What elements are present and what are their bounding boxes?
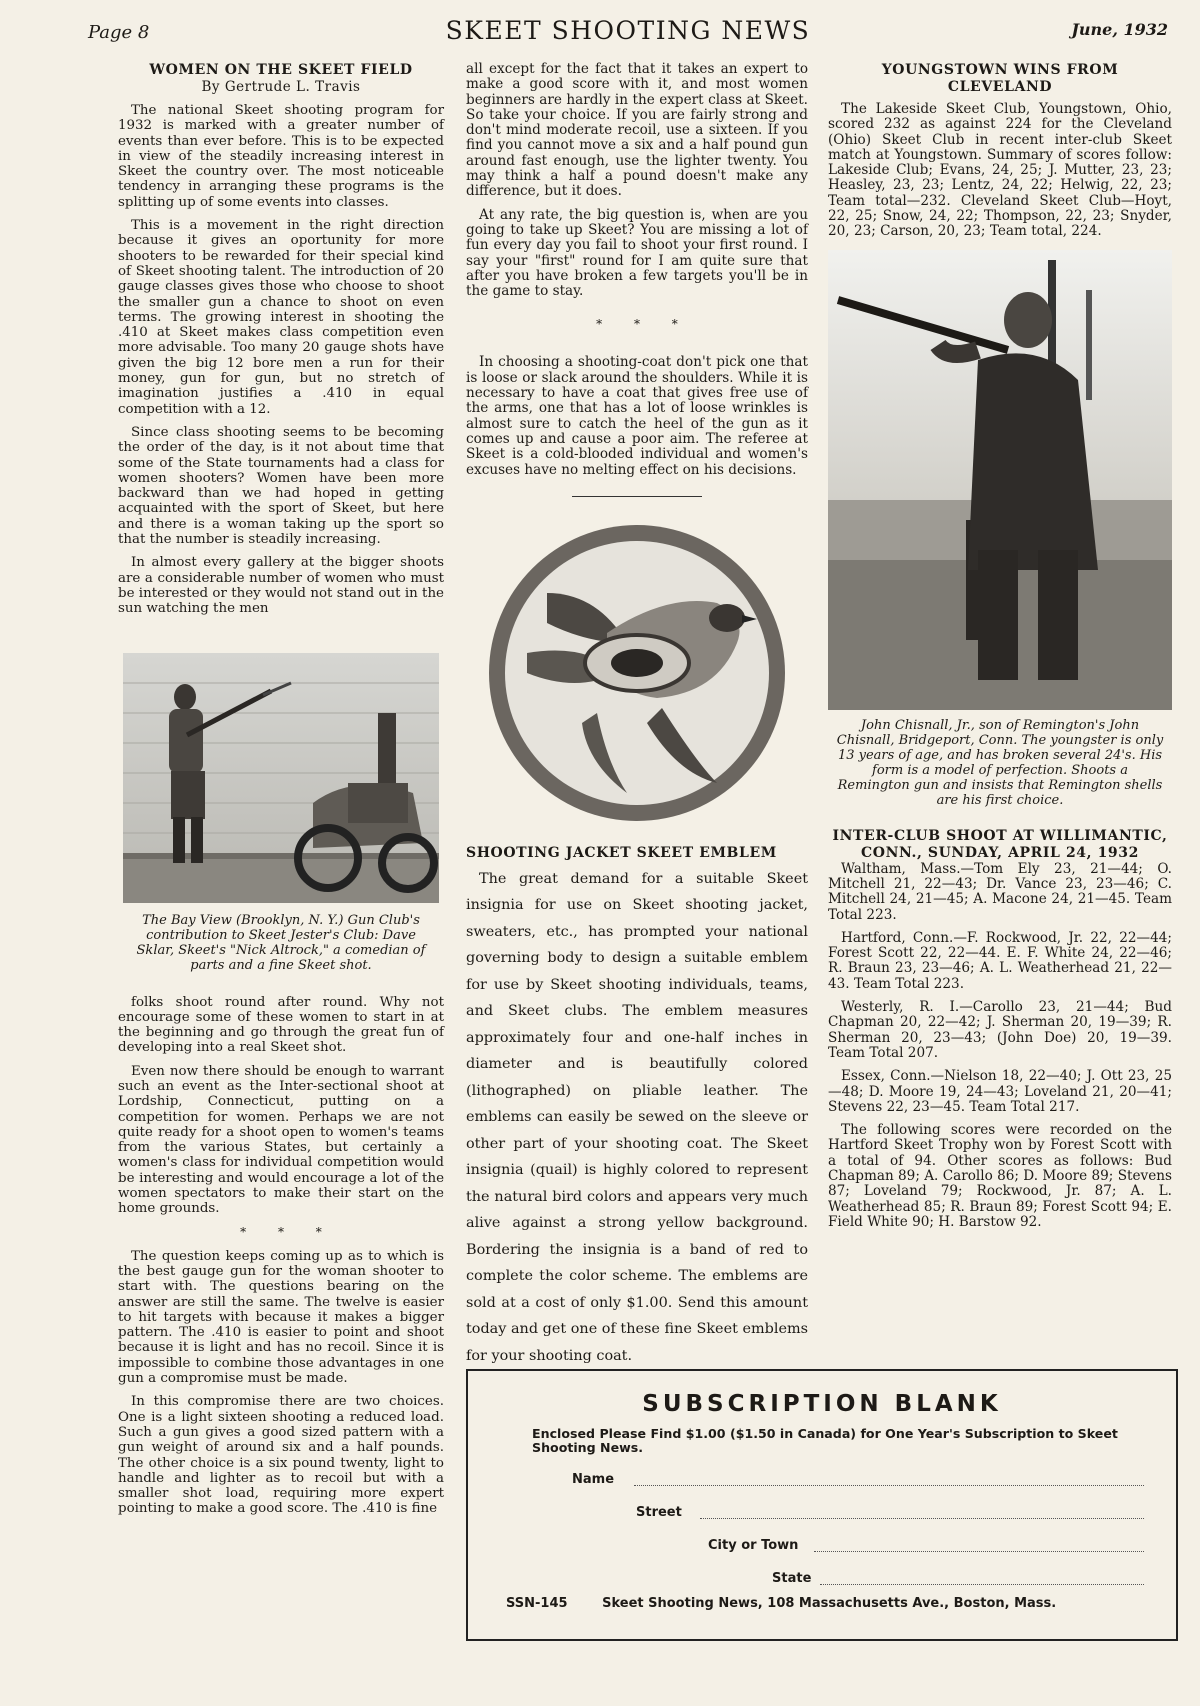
emblem-quail-icon — [487, 523, 787, 823]
subscription-enclosed: Enclosed Please Find $1.00 ($1.50 in Canada) for One Year's Subscription to Skeet Shooting News. — [532, 1426, 1118, 1455]
section-divider: * * * — [596, 317, 692, 332]
paragraph: The Lakeside Skeet Club, Youngstown, Ohio, scored 232 as against 224 for the Cleveland (Ohio) Skeet Club in recent inter-club Skeet match at Youngstown. Summary of scores follow: Lakeside Club; Evans, 24, 25; J. Mutter, 23, 23; Heasley, 23, 23; Lentz, 24, 22; Helwig, 22, 23; Team total—232. Cleveland Skeet Club—Hoyt, 22, 25; Snow, 24, 22; Thompson, 22, 23; Snyder, 20, 23; Carson, 20, 23; Team total, 224. — [828, 101, 1172, 240]
photo-caption: The Bay View (Brooklyn, N. Y.) Gun Club's contribution to Skeet Jester's Club: Dave Sklar, Skeet's "Nick Altrock," a comedian of parts and a fine Skeet shot. — [136, 912, 426, 973]
subscription-footer — [506, 1596, 1086, 1611]
paragraph: This is a movement in the right direction because it gives an oportunity for more shooters to be rewarded for their special kind of Skeet shooting talent. The introduction of 20 gauge classes gives those who choose to shoot the smaller gun a chance to shoot on even terms. The growing interest in shooting the .410 at Skeet makes class competition even more advisable. Too many 20 gauge shots have given the big 12 bore men a run for their money, gun for gun, but no stretch of imagination justifies a .410 in equal competition with a 12. — [118, 218, 444, 417]
paragraph: The following scores were recorded on the Hartford Skeet Trophy won by Forest Scott with a total of 94. Other scores as follows: Bud Chapman 89; A. Carollo 86; D. Moore 89; Stevens 87; Loveland 79; Rockwood, Jr. 87; A. L. Weatherhead 85; R. Braun 89; Forest Scott 94; E. Field White 90; H. Barstow 92. — [828, 1122, 1172, 1230]
subscription-address: Skeet Shooting News, 108 Massachusetts Ave., Boston, Mass. — [602, 1596, 1057, 1611]
state-label: State — [772, 1571, 812, 1586]
paragraph: Hartford, Conn.—F. Rockwood, Jr. 22, 22—44; Forest Scott 22, 22—44. E. F. White 24, 22—46; R. Braun 23, 23—46; A. L. Weatherhead 21, 22—43. Team Total 223. — [828, 929, 1172, 992]
city-label: City or Town — [708, 1538, 799, 1553]
name-field[interactable] — [634, 1485, 1144, 1486]
skeet-emblem-image — [487, 523, 787, 823]
divider-rule — [572, 496, 702, 497]
photo-image — [828, 250, 1172, 710]
paragraph: Since class shooting seems to be becoming the order of the day, is it not about time that some of the State tournaments had a class for women shooters? Women have been more backward than we had hoped in getting acquainted with the sport of Skeet, but here and there is a woman taking up the sport so that the number is steadily increasing. — [118, 424, 444, 548]
photo-john-chisnall — [828, 250, 1172, 710]
article-title-women: WOMEN ON THE SKEET FIELD — [149, 62, 413, 78]
page-number: Page 8 — [88, 22, 150, 43]
publication-title: SKEET SHOOTING NEWS — [445, 16, 811, 45]
paragraph: folks shoot round after round. Why not encourage some of these women to start in at the beginning and go through the great fun of developing into a real Skeet shot. — [118, 994, 444, 1056]
photo-caption: John Chisnall, Jr., son of Remington's John Chisnall, Bridgeport, Conn. The youngster is only 13 years of age, and has broken several 24's. His form is a model of perfection. Shoots a Remington gun and insists that Remington shells are his first choice. — [836, 717, 1164, 808]
section-divider: * * * — [240, 1224, 336, 1239]
paragraph: The question keeps coming up as to which is the best gauge gun for the woman shooter to start with. The questions bearing on the answer are still the same. The twelve is easier to hit targets with because it makes a bigger pattern. The .410 is easier to point and shoot because it is light and has no recoil. Since it is impossible to combine those advantages in one gun a compromise must be made. — [118, 1248, 444, 1387]
paragraph: In almost every gallery at the bigger shoots are a considerable number of women who must be interested or they would not stand out in the sun watching the men — [118, 555, 444, 617]
article-title-emblem: SHOOTING JACKET SKEET EMBLEM — [466, 844, 777, 861]
paragraph: all except for the fact that it takes an expert to make a good score with it, and most women beginners are hardly in the expert class at Skeet. So take your choice. If you are fairly strong and don't mind moderate recoil, use a sixteen. If you find you cannot move a six and a half pound gun around fast enough, use the lighter twenty. You may think a half a pound doesn't make any difference, but it does. — [466, 61, 808, 200]
subscription-title: SUBSCRIPTION BLANK — [642, 1391, 1002, 1417]
paragraph: Essex, Conn.—Nielson 18, 22—40; J. Ott 23, 25—48; D. Moore 19, 24—43; Loveland 21, 20—41; Stevens 22, 23—45. Team Total 217. — [828, 1068, 1172, 1115]
column-1 — [118, 62, 444, 1525]
paragraph: In this compromise there are two choices. One is a light sixteen shooting a reduced load. Such a gun gives a good sized pattern with a gun weight of around six and a half pounds. The other choice is a six pound twenty, light to handle and lighter as to recoil but with a smaller shot load, requiring more expert pointing to make a good score. The .410 is fine — [118, 1394, 444, 1517]
masthead — [88, 16, 1168, 52]
subscription-blank — [466, 1369, 1178, 1641]
issue-date: June, 1932 — [1071, 20, 1168, 39]
city-field[interactable] — [814, 1551, 1144, 1552]
street-label: Street — [636, 1505, 682, 1520]
paragraph: The national Skeet shooting program for 1932 is marked with a greater number of events than ever before. This is to be expected in view of the steadily increasing interest in Skeet the country over. The most noticeable tendency in arranging these programs is the splitting up of some events into classes. — [118, 103, 444, 210]
paragraph: At any rate, the big question is, when are you going to take up Skeet? You are missing a lot of fun every day you fail to shoot your first round. I say your "first" round for I am quite sure that after you have broken a few targets you'll be in the game to stay. — [466, 206, 808, 300]
state-field[interactable] — [820, 1584, 1144, 1585]
paragraph: In choosing a shooting-coat don't pick one that is loose or slack around the shoulders. While it is necessary to have a coat that gives free use of the arms, one that has a lot of loose wrinkles is almost sure to catch the heel of the gun as it comes up and cause a poor aim. The referee at Skeet is a cold-blooded individual and women's excuses have no melting effect on his decisions. — [466, 354, 808, 478]
name-label: Name — [572, 1472, 615, 1487]
street-field[interactable] — [700, 1518, 1144, 1519]
paragraph: Waltham, Mass.—Tom Ely 23, 21—44; O. Mitchell 21, 22—43; Dr. Vance 23, 23—46; C. Mitchell 24, 21—45; A. Macone 24, 21—45. Team Total 223. — [828, 860, 1172, 923]
photo-image — [123, 653, 439, 903]
paragraph: Westerly, R. I.—Carollo 23, 21—44; Bud Chapman 20, 22—42; J. Sherman 20, 19—39; R. Sherman 20, 23—43; (John Doe) 20, 19—39. Team Total 207. — [828, 999, 1172, 1061]
subscription-code: SSN-145 — [506, 1596, 568, 1611]
article-title-youngstown: YOUNGSTOWN WINS FROM CLEVELAND — [881, 62, 1119, 95]
paragraph: The great demand for a suitable Skeet insignia for use on Skeet shooting jacket, sweaters, etc., has prompted your national governing body to design a suitable emblem for use by Skeet shooting individuals, teams, and Skeet clubs. The emblem measures approximately four and one-half inches in diameter and is beautifully colored (lithographed) on pliable leather. The emblems can easily be sewed on the sleeve or other part of your shooting coat. The Skeet insignia (quail) is highly colored to represent the natural bird colors and appears very much alive against a strong yellow background. Bordering the insignia is a band of red to complete the color scheme. The emblems are sold at a cost of only $1.00. Send this amount today and get one of these fine Skeet emblems for your shooting coat. — [466, 870, 808, 1364]
column-2 — [466, 62, 808, 1377]
column-3 — [828, 62, 1172, 1238]
byline: By Gertrude L. Travis — [201, 79, 361, 95]
paragraph: Even now there should be enough to warrant such an event as the Inter-sectional shoot at Lordship, Connecticut, putting on a competition for women. Perhaps we are not quite ready for a shoot open to women's teams from the various States, but certainly a women's class for individual competition would be interesting and would encourage a lot of the women spectators to make their start on the home grounds. — [118, 1063, 444, 1217]
article-title-willimantic: INTER-CLUB SHOOT AT WILLIMANTIC, CONN., SUNDAY, APRIL 24, 1932 — [832, 827, 1168, 861]
photo-dave-sklar — [123, 653, 439, 903]
